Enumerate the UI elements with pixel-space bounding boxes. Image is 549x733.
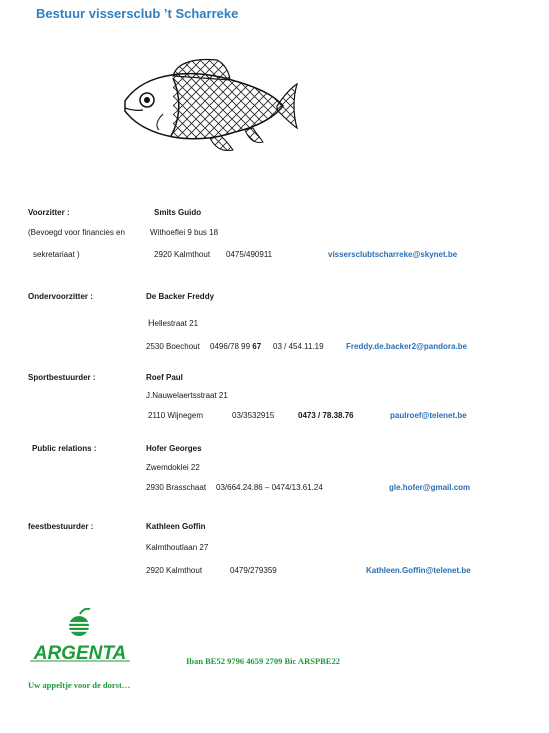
vice-chair-phone-1-main: 0496/78 99 — [210, 342, 251, 351]
party-name: Kathleen Goffin — [146, 522, 206, 531]
party-street: Kalmthoutlaan 27 — [146, 543, 209, 552]
bank-details: Iban BE52 9796 4659 2709 Bic ARSPBE22 — [186, 656, 340, 666]
vice-chair-street — [148, 318, 198, 328]
chair-name: Smits Guido — [154, 208, 202, 217]
vice-chair-phone-2: 03 / 454.11.19 — [273, 342, 324, 351]
chair-note-2: sekretariaat ) — [33, 250, 80, 259]
vice-chair-street-initial: H — [148, 318, 155, 328]
pr-city: 2930 Brasschaat — [146, 483, 207, 492]
vice-chair-phone-1-bold: 67 — [252, 342, 262, 351]
sponsor-tagline: Uw appeltje voor de dorst… — [28, 680, 131, 690]
chair-note-1: (Bevoegd voor financies en — [28, 228, 125, 237]
role-pr: Public relations : — [32, 444, 97, 453]
chair-city: 2920 Kalmthout — [154, 250, 211, 259]
vice-chair-phone-1 — [210, 342, 261, 351]
pr-phones: 03/664.24.86 – 0474/13.61.24 — [216, 483, 323, 492]
role-party: feestbestuurder : — [28, 522, 94, 531]
vice-chair-email-link[interactable]: Freddy.de.backer2@pandora.be — [346, 342, 468, 351]
vice-chair-city: 2530 Boechout — [146, 342, 200, 351]
page-title: Bestuur vissersclub ’t Scharreke — [36, 6, 239, 21]
chair-phone: 0475/490911 — [226, 250, 273, 259]
role-vice-chair: Ondervoorzitter : — [28, 292, 93, 301]
pr-street: Zwemdoklei 22 — [146, 463, 200, 472]
argenta-logo-text: ARGENTA — [33, 643, 127, 664]
argenta-logo — [28, 608, 133, 669]
sport-email-link[interactable]: paulroef@telenet.be — [390, 411, 467, 420]
party-city: 2920 Kalmthout — [146, 566, 203, 575]
sport-phone-1: 03/3532915 — [232, 411, 275, 420]
chair-email-link[interactable]: vissersclubtscharreke@skynet.be — [328, 250, 458, 259]
party-phone: 0479/279359 — [230, 566, 277, 575]
role-chair: Voorzitter : — [28, 208, 70, 217]
pr-name: Hofer Georges — [146, 444, 202, 453]
pr-email-link[interactable]: gle.hofer@gmail.com — [389, 483, 471, 492]
sport-city: 2110 Wijnegem — [148, 411, 203, 420]
fish-illustration — [115, 56, 300, 165]
sport-name: Roef Paul — [146, 373, 183, 382]
vice-chair-name: De Backer Freddy — [146, 292, 215, 301]
sport-street: J.Nauwelaertsstraat 21 — [146, 391, 228, 400]
sport-phone-2: 0473 / 78.38.76 — [298, 411, 354, 420]
chair-street: Withoeflei 9 bus 18 — [150, 228, 219, 237]
party-email-link[interactable]: Kathleen.Goffin@telenet.be — [366, 566, 471, 575]
role-sport: Sportbestuurder : — [28, 373, 96, 382]
vice-chair-street-rest: ellestraat 21 — [154, 319, 199, 328]
